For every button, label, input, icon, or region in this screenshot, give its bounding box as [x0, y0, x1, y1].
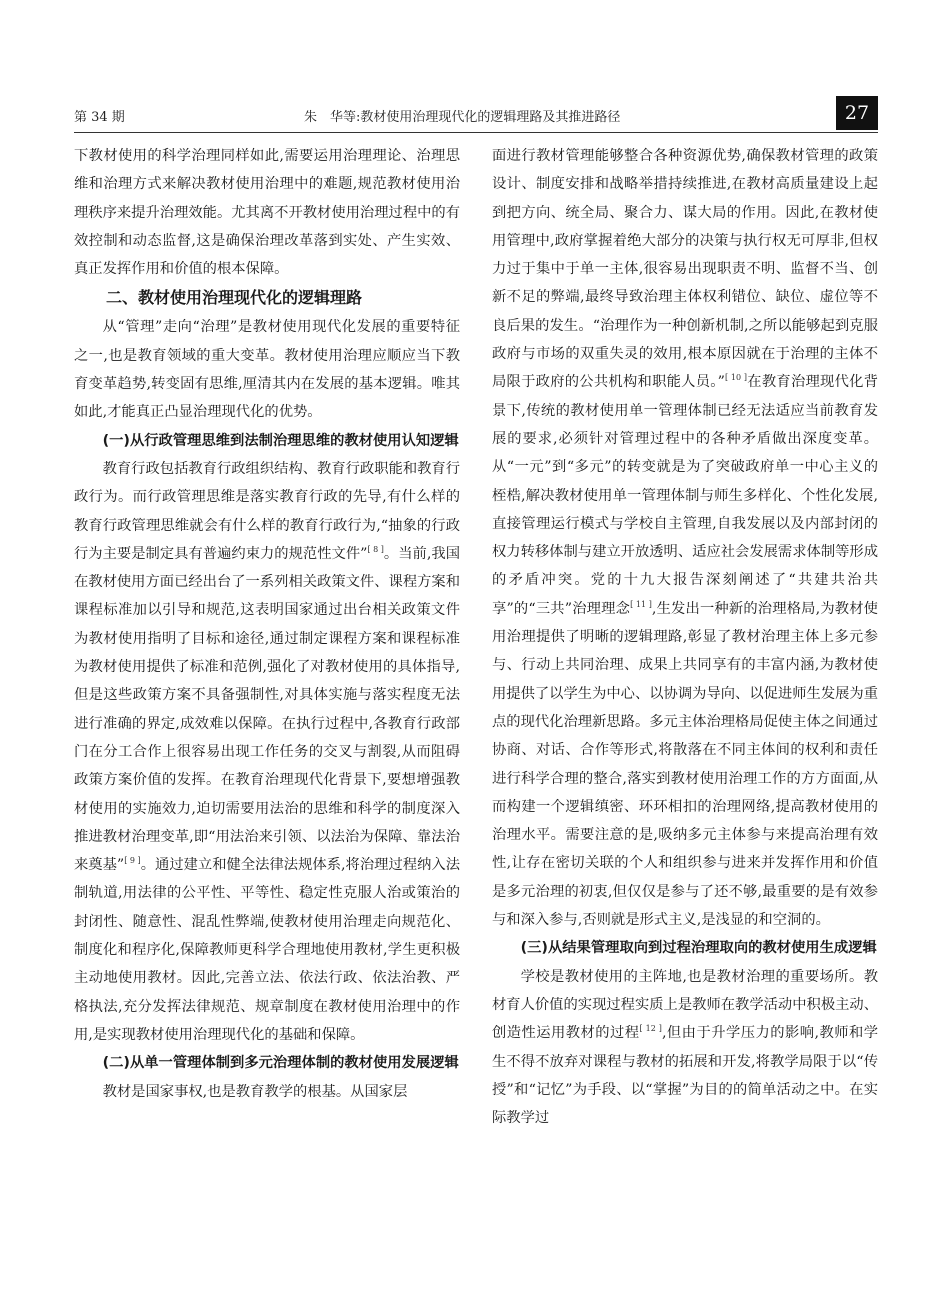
text-run: 。当前,我国在教材使用方面已经出台了一系列相关政策文件、课程方案和课程标准加以引导和规范,这表明国家通过出台相关政策文件为教材使用指明了目标和途径,通过制定课程方案和课程标准为教材使用提供了标准和范例,强化了对教材使用的具体指导,但是这些政策方案不具备强制性,对具体实施与落实程度无法进行准确的界定,成效难以保障。在执行过程中,各教育行政部门在分工合作上很容易出现工作任务的交叉与割裂,从而阻碍政策方案价值的发挥。在教育治理现代化背景下,要想增强教材使用的实施效力,迫切需要用法治的思维和科学的制度深入推进教材治理变革,即“用法治来引领、以法治为保障、靠法治来奠基”: [74, 545, 461, 874]
header-rule: [74, 132, 878, 133]
text-run: ,生发出一种新的治理格局,为教材使用治理提供了明晰的逻辑理路,彰显了教材治理主体上多元参与、行动上共同治理、成果上共同享有的丰富内涵,为教材使用提供了以学生为中心、以协调为导向、以促进师生发展为重点的现代化治理新思路。多元主体治理格局促使主体之间通过协商、对话、合作等形式,将散落在不同主体间的权利和责任进行科学合理的整合,落实到教材使用治理工作的方方面面,从而构建一个逻辑缜密、环环相扣的治理网络,提高教材使用的治理水平。需要注意的是,吸纳多元主体参与来提高治理有效性,让存在密切关联的个人和组织参与进来并发挥作用和价值是多元治理的初衷,但仅仅是参与了还不够,最重要的是有效参与和深入参与,否则就是形式主义,是浅显的和空洞的。: [492, 600, 879, 929]
citation-8: [ 8 ]: [367, 544, 384, 554]
text-run: 学校是教材使用的主阵地,也是教材治理的重要场所。教材育人价值的实现过程实质上是教师在教学活动中积极主动、创造性运用教材的过程: [492, 968, 879, 1042]
text-run: ,但由于升学压力的影响,教师和学生不得不放弃对课程与教材的拓展和开发,将教学局限于以“传授”和“记忆”为手段、以“掌握”为目的的简单活动之中。在实际教学过: [492, 1025, 878, 1127]
paragraph-intro: 下教材使用的科学治理同样如此,需要运用治理理论、治理思维和治理方式来解决教材使用治理中的难题,规范教材使用治理秩序来提升治理效能。尤其离不开教材使用治理过程中的有效控制和动态监督,这是确保治理改革落到实处、产生实效、真正发挥作用和价值的根本保障。: [74, 148, 461, 278]
page-header: [74, 96, 878, 130]
text-run: 。通过建立和健全法律法规体系,将治理过程纳入法制轨道,用法律的公平性、平等性、稳定性克服人治或策治的封闭性、随意性、混乱性弊端,使教材使用治理走向规范化、制度化和程序化,保障教师更科学合理地使用教材,学生更积极主动地使用教材。因此,完善立法、依法行政、依法治教、严格执法,充分发挥法律规范、规章制度在教材使用治理中的作用,是实现教材使用治理现代化的基础和保障。: [74, 857, 461, 1043]
right-column: [492, 142, 878, 1132]
citation-12: [ 12 ]: [639, 1024, 662, 1034]
text-run: 在教育治理现代化背景下,传统的教材使用单一管理体制已经无法适应当前教育发展的要求,必须针对管理过程中的各种矛盾做出深度变革。从“一元”到“多元”的转变就是为了突破政府单一中心主义的桎梏,解决教材使用单一管理体制与师生多样化、个性化发展,直接管理运行模式与学校自主管理,自我发展以及内部封闭的权力转移体制与建立开放透明、适应社会发展需求体制等形成的矛盾冲突。党的十九大报告深刻阐述了“共建共治共享”的“三共”治理理念: [492, 374, 879, 617]
subsection-1-heading: (一)从行政管理思维到法制治理思维的教材使用认知逻辑: [102, 432, 459, 449]
paragraph-subsection-2-continued: [492, 142, 878, 934]
subsection-2-heading: (二)从单一管理体制到多元治理体制的教材使用发展逻辑: [102, 1055, 459, 1072]
text-run: 教育行政包括教育行政组织结构、教育行政职能和教育行政行为。而行政管理思维是落实教育行政的先导,有什么样的教育行政管理思维就会有什么样的教育行政行为,“抽象的行政行为主要是制定具有普遍约束力的规范性文件”: [74, 460, 461, 562]
running-title: 朱 华等:教材使用治理现代化的逻辑理路及其推进路径: [304, 110, 621, 125]
paragraph-section-2: 从“管理”走向“治理”是教材使用现代化发展的重要特征之一,也是教育领域的重大变革。教材使用治理应顺应当下教育变革趋势,转变固有思维,厘清其内在发展的基本逻辑。唯其如此,才能真正凸显治理现代化的优势。: [74, 319, 460, 421]
text-run: 面进行教材管理能够整合各种资源优势,确保教材管理的政策设计、制度安排和战略举措持续推进,在教材高质量建设上起到把方向、统全局、聚合力、谋大局的作用。因此,在教材使用管理中,政府掌握着绝大部分的决策与执行权无可厚非,但权力过于集中于单一主体,很容易出现职责不明、监督不当、创新不足的弊端,最终导致治理主体权利错位、缺位、虚位等不良后果的发生。“治理作为一种创新机制,之所以能够起到克服政府与市场的双重失灵的效用,根本原因就在于治理的主体不局限于政府的公共机构和职能人员。”: [492, 148, 878, 391]
citation-10: [ 10 ]: [725, 373, 748, 383]
citation-9: [ 9 ]: [124, 856, 141, 866]
paragraph-subsection-2: 教材是国家事权,也是教育教学的根基。从国家层: [102, 1083, 408, 1100]
issue-number: 第 34 期: [74, 110, 125, 125]
citation-11: [ 11 ]: [630, 599, 652, 609]
section-2-heading: 二、教材使用治理现代化的逻辑理路: [106, 288, 363, 308]
page-number: 27: [836, 96, 878, 130]
paragraph-subsection-1: [74, 455, 460, 1049]
subsection-3-heading: (三)从结果管理取向到过程治理取向的教材使用生成逻辑: [520, 940, 877, 957]
left-column: [74, 142, 460, 1106]
paragraph-subsection-3: [492, 963, 878, 1133]
